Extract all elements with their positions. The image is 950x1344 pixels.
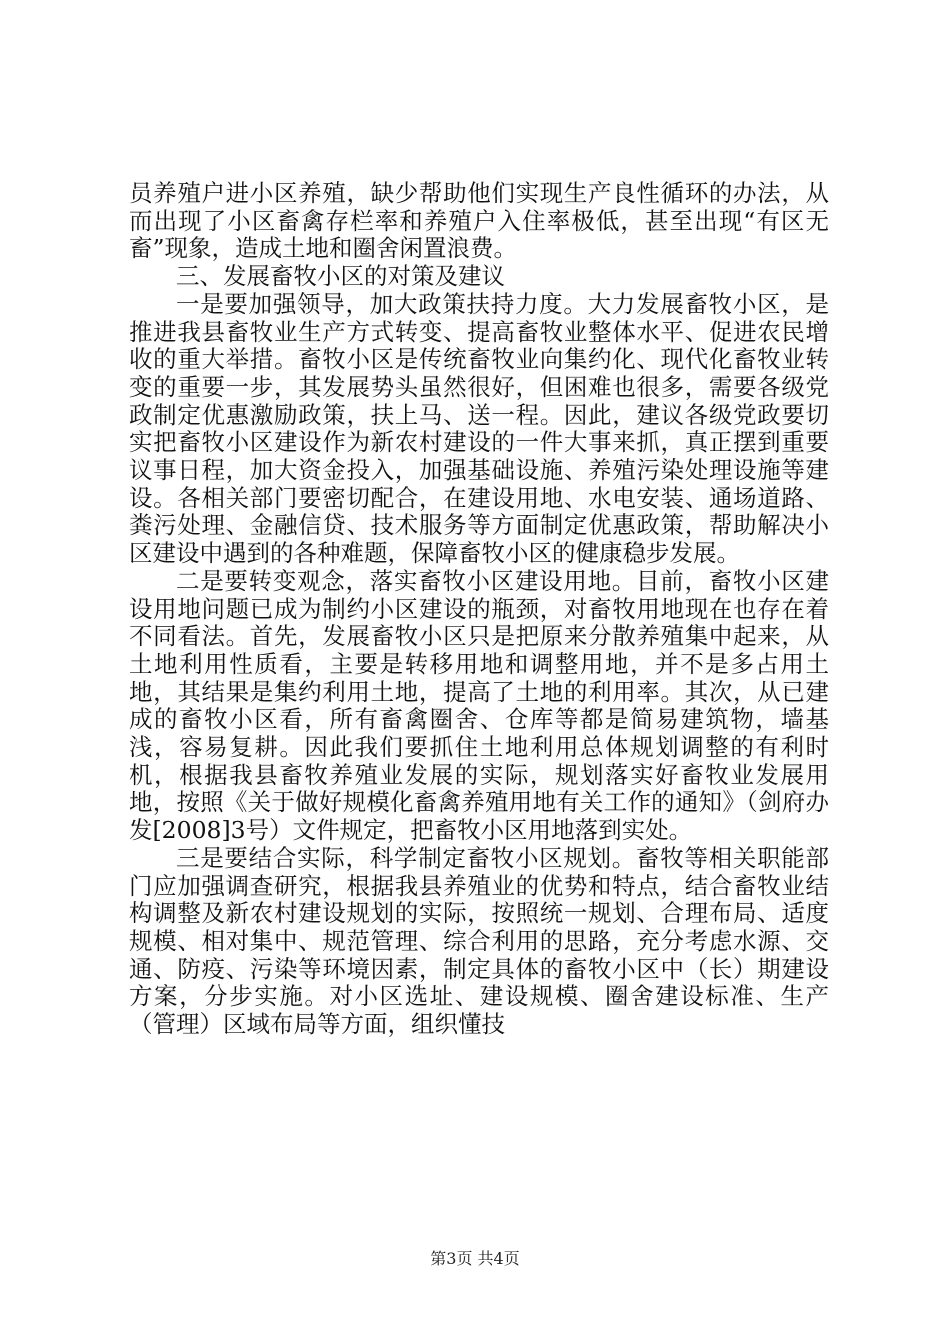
paragraph-continuation: 员养殖户进小区养殖，缺少帮助他们实现生产良性循环的办法，从而出现了小区畜禽存栏率和养殖户入住率极低，甚至出现“有区无畜”现象，造成土地和圈舍闲置浪费。 [129,179,829,263]
page-number-footer: 第3页 共4页 [430,1249,520,1268]
section-heading: 三、发展畜牧小区的对策及建议 [176,262,505,291]
paragraph-leadership: 一是要加强领导，加大政策扶持力度。大力发展畜牧小区，是推进我县畜牧业生产方式转变、提高畜牧业整体水平、促进农民增收的重大举措。畜牧小区是传统畜牧业向集约化、现代化畜牧业转变的重要一步，其发展势头虽然很好，但困难也很多，需要各级党政制定优惠激励政策，扶上马、送一程。因此，建议各级党政要切实把畜牧小区建设作为新农村建设的一件大事来抓，真正摆到重要议事日程，加大资金投入，加强基础设施、养殖污染处理设施等建设。各相关部门要密切配合，在建设用地、水电安装、通场道路、粪污处理、金融信贷、技术服务等方面制定优惠政策，帮助解决小区建设中遇到的各种难题，保障畜牧小区的健康稳步发展。 [129,289,829,568]
document-body [129,180,829,1039]
paragraph-land-use: 二是要转变观念，落实畜牧小区建设用地。目前，畜牧小区建设用地问题已成为制约小区建设的瓶颈，对畜牧用地现在也存在着不同看法。首先，发展畜牧小区只是把原来分散养殖集中起来，从土地利用性质看，主要是转移用地和调整用地，并不是多占用土地，其结果是集约利用土地，提高了土地的利用率。其次，从已建成的畜牧小区看，所有畜禽圈舍、仓库等都是简易建筑物，墙基浅，容易复耕。因此我们要抓住土地利用总体规划调整的有利时机，根据我县畜牧养殖业发展的实际，规划落实好畜牧业发展用地，按照《关于做好规模化畜禽养殖用地有关工作的通知》（剑府办发[2008]3号）文件规定，把畜牧小区用地落到实处。 [129,566,829,845]
paragraph-planning: 三是要结合实际，科学制定畜牧小区规划。畜牧等相关职能部门应加强调查研究，根据我县养殖业的优势和特点，结合畜牧业结构调整及新农村建设规划的实际，按照统一规划、合理布局、适度规模、相对集中、规范管理、综合利用的思路，充分考虑水源、交通、防疫、污染等环境因素，制定具体的畜牧小区中（长）期建设方案，分步实施。对小区选址、建设规模、圈舍建设标准、生产（管理）区域布局等方面，组织懂技 [129,843,829,1039]
